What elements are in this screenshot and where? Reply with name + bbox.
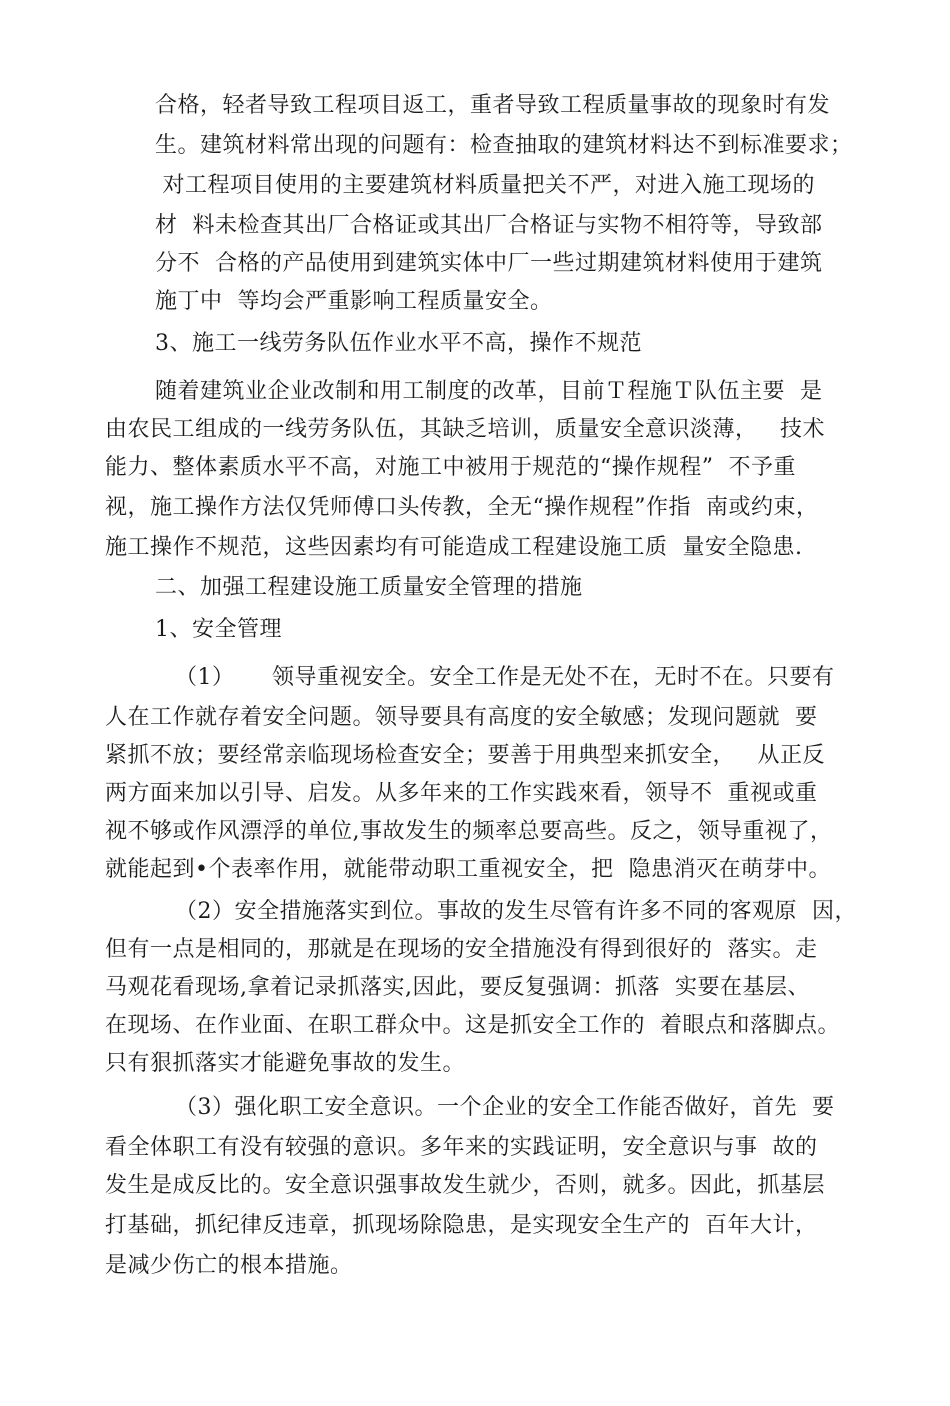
text-line: 看全体职工有没有较强的意识。多年来的实践证明，安全意识与事 故的 — [105, 1135, 818, 1160]
text-line: 是减少伤亡的根本措施。 — [105, 1253, 353, 1278]
text-line: 视不够或作风漂浮的单位,事故发生的频率总要高些。反之，领导重视了， — [105, 819, 833, 844]
text-line: 打基础，抓纪律反违章，抓现场除隐患，是实现安全生产的 百年大计， — [105, 1213, 818, 1238]
section-heading: 3、施工一线劳务队伍作业水平不高，操作不规范 — [155, 331, 642, 356]
text-line: 分不 合格的产品使用到建筑实体中厂一些过期建筑材料使用于建筑 — [155, 251, 823, 276]
text-line: 材 料未检查其出厂合格证或其出厂合格证与实物不相符等，导致部 — [155, 213, 823, 238]
text-line: 对工程项目使用的主要建筑材料质量把关不严，对进入施工现场的 — [155, 173, 815, 198]
text-line: 能力、整体素质水平不高，对施工中被用于规范的“操作规程” 不予重 — [105, 455, 796, 480]
text-line: （1） 领导重视安全。安全工作是无处不在，无时不在。只要有 — [175, 665, 835, 690]
text-line: 人在工作就存着安全问题。领导要具有高度的安全敏感；发现问题就 要 — [105, 705, 818, 730]
text-line: 就能起到•个表率作用，就能带动职工重视安全，把 隐患消灭在萌芽中。 — [105, 857, 831, 882]
text-line: 合格，轻者导致工程项目返工，重者导致工程质量事故的现象时有发 — [155, 93, 831, 118]
text-line: （3）强化职工安全意识。一个企业的安全工作能否做好，首先 要 — [175, 1095, 835, 1120]
text-line: 施工操作不规范，这些因素均有可能造成工程建设施工质 量安全隐患. — [105, 535, 803, 560]
section-heading: 二、加强工程建设施工质量安全管理的措施 — [155, 575, 583, 600]
text-line: 马观花看现场,拿着记录抓落实,因此，要反复强调：抓落 实要在基层、 — [105, 975, 810, 1000]
text-line: 施丁中 等均会严重影响工程质量安全。 — [155, 289, 553, 314]
text-line: 只有狠抓落实才能避免事故的发生。 — [105, 1051, 466, 1076]
text-line: （2）安全措施落实到位。事故的发生尽管有许多不同的客观原 因， — [175, 899, 857, 924]
text-line: 在现场、在作业面、在职工群众中。这是抓安全工作的 着眼点和落脚点。 — [105, 1013, 840, 1038]
subsection-heading: 1、安全管理 — [155, 617, 282, 642]
text-line: 随着建筑业企业改制和用工制度的改革，目前Ｔ程施Ｔ队伍主要 是 — [155, 379, 823, 404]
text-line: 紧抓不放；要经常亲临现场检查安全；要善于用典型来抓安全， 从正反 — [105, 743, 825, 768]
text-line: 发生是成反比的。安全意识强事故发生就少，否则，就多。因此，抓基层 — [105, 1173, 826, 1198]
text-line: 视，施工操作方法仅凭师傅口头传教，全无“操作规程”作指 南或约束， — [105, 495, 819, 520]
text-line: 由农民工组成的一线劳务队伍，其缺乏培训，质量安全意识淡薄， 技术 — [105, 417, 825, 442]
text-line: 但有一点是相同的，那就是在现场的安全措施没有得到很好的 落实。走 — [105, 937, 818, 962]
text-line: 两方面来加以引导、启发。从多年来的工作实践來看，领导不 重视或重 — [105, 781, 818, 806]
text-line: 生。建筑材料常出现的问题有：检查抽取的建筑材料达不到标准要求； — [155, 133, 853, 158]
